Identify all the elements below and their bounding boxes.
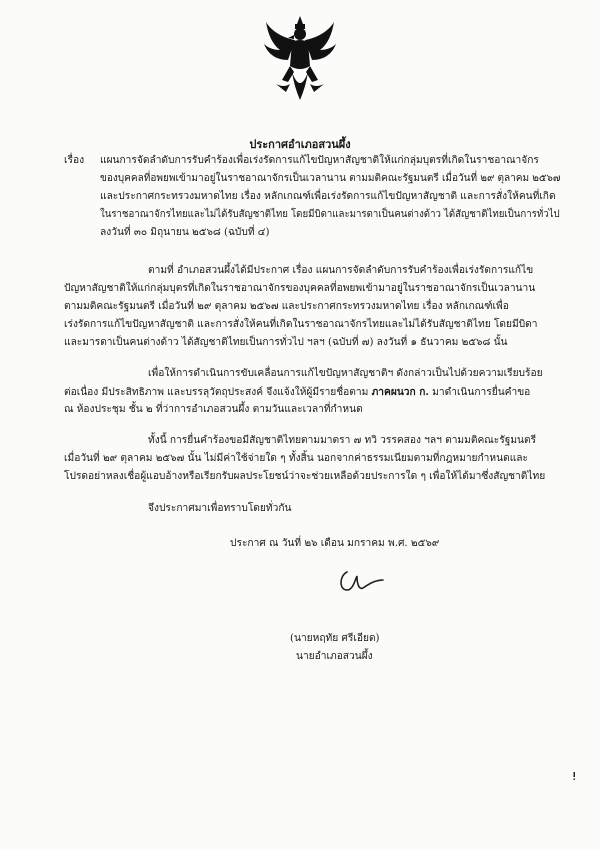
subject-line: และประกาศกระทรวงมหาดไทย เรื่อง หลักเกณฑ์เพื่อเร่งรัดการแก้ไขปัญหาสัญชาติ และการสั่งให้คนที่เกิด (100, 191, 556, 202)
body-line: โปรดอย่าหลงเชื่อผู้แอบอ้างหรือเรียกรับผลประโยชน์ว่าจะช่วยเหลือด้วยประการใด ๆ เพื่อให้ได้มาซึ่งสัญชาติไทย (64, 471, 546, 482)
body-line: ตามมติคณะรัฐมนตรี เมื่อวันที่ ๒๙ ตุลาคม ๒๕๖๗ และประกาศกระทรวงมหาดไทย เรื่อง หลักเกณฑ์เพื่อ (64, 301, 509, 312)
document-title: ประกาศอำเภอสวนผึ้ง (249, 138, 351, 151)
body-line: ทั้งนี้ การยื่นคำร้องขอมีสัญชาติไทยตามมาตรา ๗ ทวิ วรรคสอง ฯลฯ ตามมติคณะรัฐมนตรี (148, 435, 537, 446)
appendix-reference: ภาคผนวก ก. (371, 386, 429, 398)
body-line: ณ ห้องประชุม ชั้น ๒ ที่ว่าการอำเภอสวนผึ้ง ตามวันและเวลาที่กำหนด (64, 404, 363, 415)
body-text: มาดำเนินการยื่นคำขอ (428, 387, 531, 398)
garuda-emblem (262, 14, 338, 102)
body-line: เพื่อให้การดำเนินการขับเคลื่อนการแก้ไขปัญหาสัญชาติฯ ดังกล่าวเป็นไปด้วยความเรียบร้อย (148, 368, 543, 379)
signer-title: นายอำเภอสวนผึ้ง (296, 651, 373, 662)
body-text: ต่อเนื่อง มีประสิทธิภาพ และบรรลุวัตถุประสงค์ จึงแจ้งให้ผู้มีรายชื่อตาม (64, 387, 372, 398)
body-line: ตามที่ อำเภอสวนผึ้งได้มีประกาศ เรื่อง แผนการจัดลำดับการรับคำร้องเพื่อเร่งรัดการแก้ไข (148, 265, 534, 276)
body-line-appendix (64, 385, 530, 400)
date-line: ประกาศ ณ วันที่ ๒๖ เดือน มกราคม พ.ศ. ๒๕๖๙ (230, 538, 440, 549)
subject-line: แผนการจัดลำดับการรับคำร้องเพื่อเร่งรัดการแก้ไขปัญหาสัญชาติให้แก่กลุ่มบุตรที่เกิดในราชอาณาจักร (100, 155, 539, 166)
subject-line: ในราชอาณาจักรไทยและไม่ได้รับสัญชาติไทย โดยมีบิดาและมารดาเป็นคนต่างด้าว ได้สัญชาติไทยเป็นการทั่วไป (100, 209, 560, 220)
closing-line: จึงประกาศมาเพื่อทราบโดยทั่วกัน (148, 503, 292, 514)
page-mark (573, 772, 576, 780)
signer-name: (นายหฤทัย ศรีเอียด) (290, 633, 380, 644)
subject-line: ลงวันที่ ๓๐ มิถุนายน ๒๕๖๘ (ฉบับที่ ๔) (100, 227, 270, 238)
body-line: และมารดาเป็นคนต่างด้าว ได้สัญชาติไทยเป็นการทั่วไป ฯลฯ (ฉบับที่ ๗) ลงวันที่ ๑ ธันวาคม ๒๕๖๘ นั้น (64, 337, 508, 348)
body-line: เมื่อวันที่ ๒๙ ตุลาคม ๒๕๖๗ นั้น ไม่มีค่าใช้จ่ายใด ๆ ทั้งสิ้น นอกจากค่าธรรมเนียมตามที่กฎหมายกำหนดและ (64, 453, 528, 464)
subject-label: เรื่อง (64, 155, 85, 166)
body-line: ปัญหาสัญชาติให้แก่กลุ่มบุตรที่เกิดในราชอาณาจักรของบุคคลที่อพยพเข้ามาอยู่ในราชอาณาจักรเป็นเวลานาน (64, 283, 536, 294)
subject-line: ของบุคคลที่อพยพเข้ามาอยู่ในราชอาณาจักรเป็นเวลานาน ตามมติคณะรัฐมนตรี เมื่อวันที่ ๒๙ ตุลาคม ๒๕๖๗ (100, 173, 561, 184)
body-line: เร่งรัดการแก้ไขปัญหาสัญชาติ และการสั่งให้คนที่เกิดในราชอาณาจักรไทยและไม่ได้รับสัญชาติไทย โดยมีบิดา (64, 319, 538, 330)
handwritten-signature (337, 566, 385, 596)
